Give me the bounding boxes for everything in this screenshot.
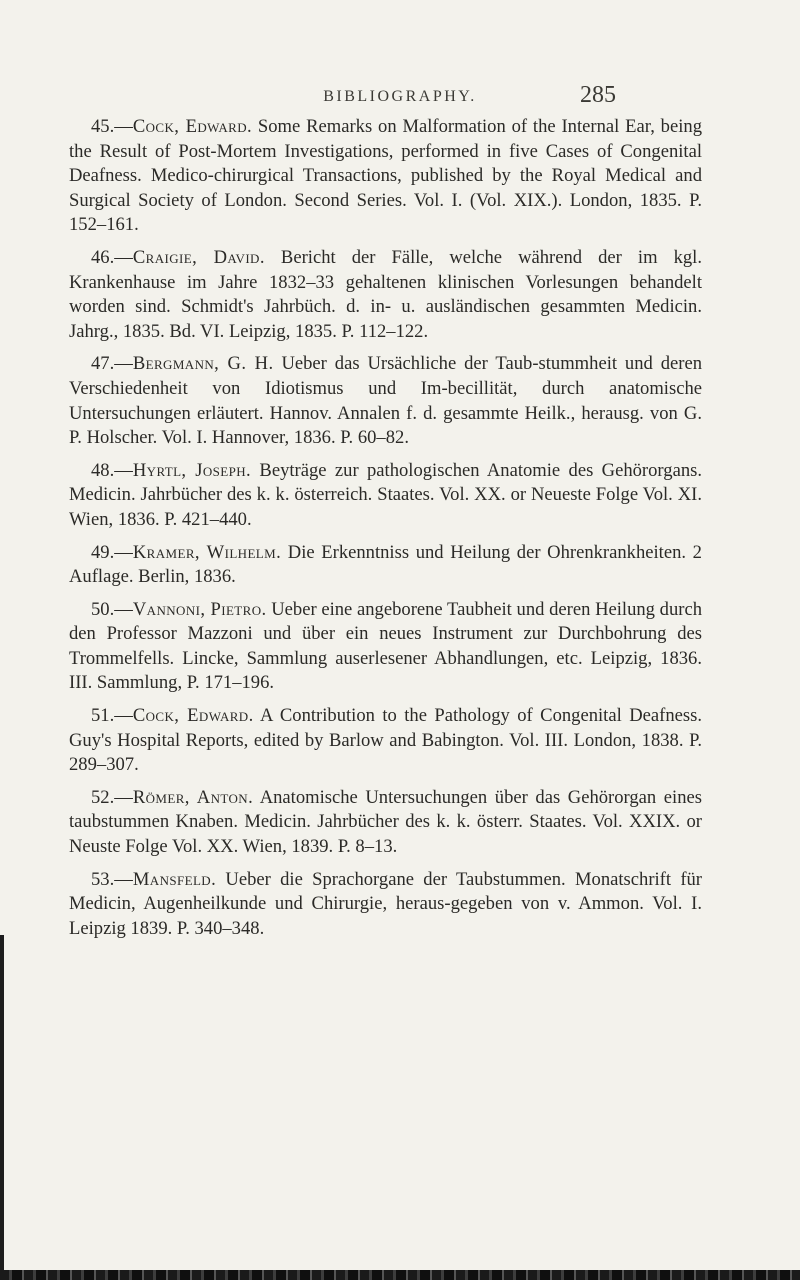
page-number: 285	[580, 82, 616, 108]
entry-citation: A Contribution to the Pathology of Congenital Deafness. Guy's Hospital Reports, edited by Barlow and Babington. Vol. III. London, 1838. P. 289–307.	[69, 705, 702, 776]
entry-citation: Beyträge zur pathologischen Anatomie des Gehörorgans. Medicin. Jahrbücher des k. k. österreich. Staates. Vol. XX. or Neueste Folge Vol. XI. Wien, 1836. P. 421–440.	[69, 459, 703, 530]
bibliography-entry-45	[69, 115, 702, 238]
entry-author: Craigie, David.	[132, 246, 265, 268]
entry-number: 48.—	[91, 459, 133, 481]
entry-citation: Ueber die Sprachorgane der Taubstummen. Monatschrift für Medicin, Augenheilkunde und Chirurgie, heraus-gegeben von v. Ammon. Vol. I. Leipzig 1839. P. 340–348.	[69, 868, 702, 939]
bibliography-entry-51	[69, 704, 702, 778]
bibliography-entry-48	[69, 459, 702, 533]
entry-number: 53.—	[91, 868, 133, 890]
entry-number: 51.—	[91, 705, 133, 727]
entry-author: Cock, Edward.	[132, 116, 253, 137]
bibliography-entry-46	[69, 246, 702, 344]
entry-author: Cock, Edward.	[132, 705, 254, 727]
entry-author: Vannoni, Pietro.	[132, 598, 267, 620]
entry-author: Mansfeld.	[132, 868, 217, 890]
entry-citation: Ueber eine angeborene Taubheit und deren Heilung durch den Professor Mazzoni und über ein neues Instrument zur Durchbohrung des Trommelfells. Lincke, Sammlung auserlesener Abhandlungen, etc. Leipzig, 1836. III. Sammlung, P. 171–196.	[69, 598, 703, 694]
running-title: BIBLIOGRAPHY.	[323, 88, 477, 105]
bibliography-entry-47	[69, 352, 702, 450]
bibliography-list	[69, 115, 702, 949]
entry-number: 46.—	[91, 246, 133, 268]
entry-author: Kramer, Wilhelm.	[132, 541, 282, 563]
entry-citation: Ueber das Ursächliche der Taub-stummheit und deren Verschiedenheit von Idiotismus und Im-becillität, durch anatomische Untersuchungen erläutert. Hannov. Annalen f. d. gesammte Heilk., herausg. von G. P. Holscher. Vol. I. Hannover, 1836. P. 60–82.	[69, 353, 702, 449]
scan-bottom-edge	[0, 1270, 800, 1280]
bibliography-entry-50	[69, 598, 702, 696]
entry-author: Römer, Anton.	[132, 786, 254, 808]
entry-number: 50.—	[91, 598, 133, 620]
entry-number: 49.—	[91, 541, 133, 563]
entry-author: Bergmann, G. H.	[132, 353, 274, 375]
bibliography-entry-49	[69, 541, 702, 590]
bibliography-entry-53	[69, 868, 702, 942]
entry-citation: Some Remarks on Malformation of the Internal Ear, being the Result of Post-Mortem Investigations, performed in five Cases of Congenital Deafness. Medico-chirurgical Transactions, published by the Royal Medical and Surgical Society of London. Second Series. Vol. I. (Vol. XIX.). London, 1835. P. 152–161.	[69, 116, 702, 236]
entry-citation: Die Erkenntniss und Heilung der Ohrenkrankheiten. 2 Auflage. Berlin, 1836.	[69, 541, 702, 588]
entry-citation: Bericht der Fälle, welche während der im kgl. Krankenhause im Jahre 1832–33 gehaltenen klinischen Vorlesungen behandelt worden sind. Schmidt's Jahrbüch. d. in- u. ausländischen gesammten Medicin. Jahrg., 1835. Bd. VI. Leipzig, 1835. P. 112–122.	[69, 246, 702, 342]
entry-number: 45.—	[91, 116, 133, 137]
entry-number: 47.—	[91, 353, 133, 375]
bibliography-entry-52	[69, 786, 702, 860]
scan-binding-edge	[0, 935, 4, 1270]
entry-citation: Anatomische Untersuchungen über das Gehörorgan eines taubstummen Knaben. Medicin. Jahrbücher des k. k. österr. Staates. Vol. XXIX. or Neuste Folge Vol. XX. Wien, 1839. P. 8–13.	[69, 786, 702, 858]
entry-number: 52.—	[91, 786, 133, 808]
entry-author: Hyrtl, Joseph.	[132, 459, 252, 481]
